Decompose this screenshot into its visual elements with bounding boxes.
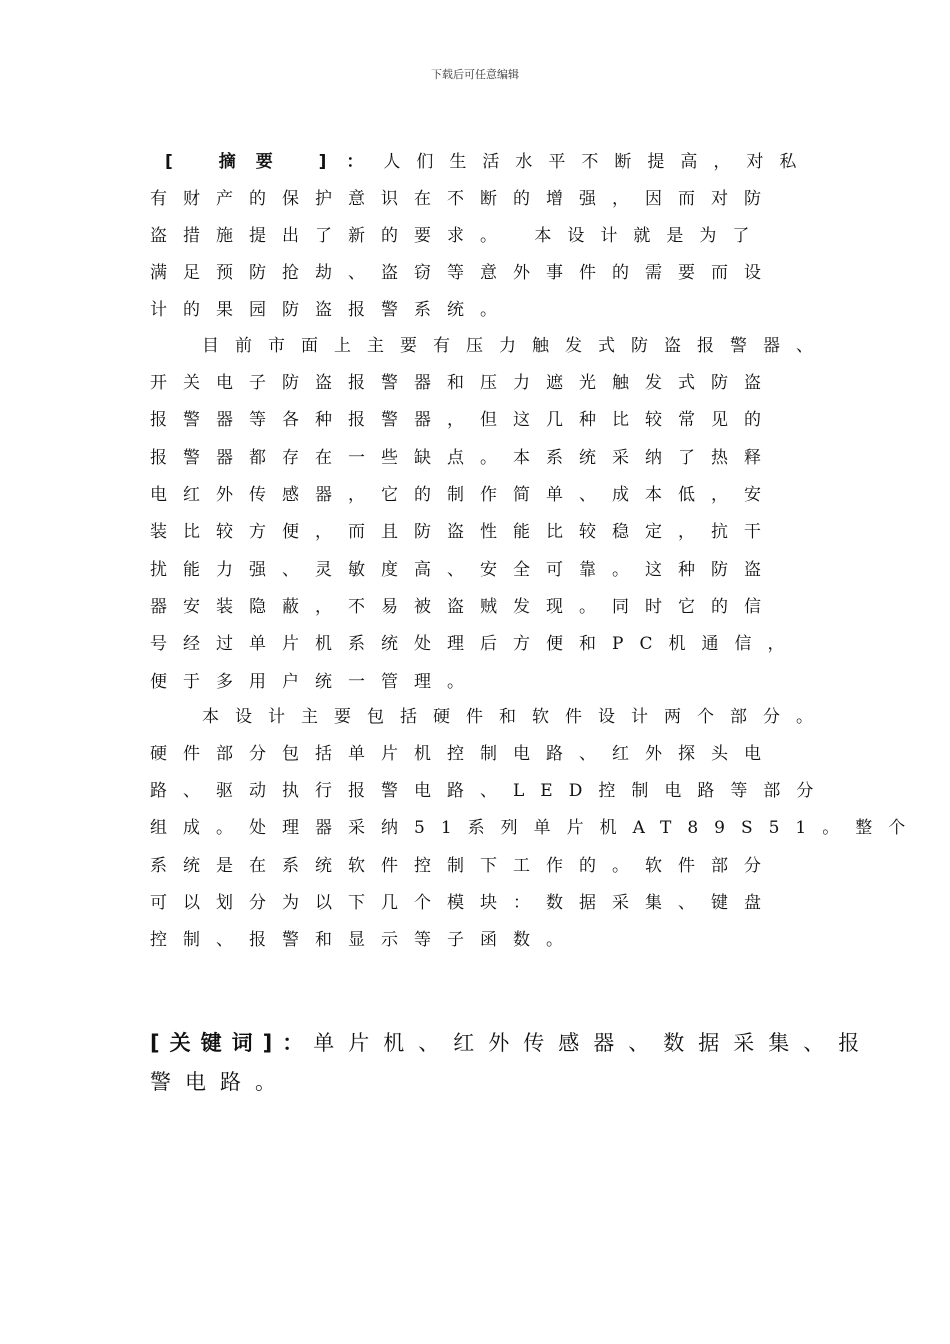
abstract-label: [ 摘要 ]： [165, 152, 384, 172]
abstract-line: 组成。处理器采纳51系列单片机AT89S51。整个 [150, 818, 922, 838]
abstract-line: 装比较方便，而且防盗性能比较稳定，抗干 [150, 522, 777, 542]
abstract-line: 器安装隐蔽，不易被盗贼发现。同时它的信 [150, 597, 777, 617]
abstract-line: 便于多用户统一管理。 [150, 672, 480, 692]
abstract-line: 人们生活水平不断提高，对私 [383, 152, 813, 172]
abstract-line: 目前市面上主要有压力触发式防盗报警器、 [202, 336, 829, 356]
abstract-line: 盗措施提出了新的要求。 本设计就是为了 [150, 226, 766, 246]
keywords-line [150, 1029, 874, 1057]
abstract-line: 硬件部分包括单片机控制电路、红外探头电 [150, 744, 777, 764]
abstract-line: 路、驱动执行报警电路、LED控制电路等部分 [150, 781, 830, 801]
page-header: 下载后可任意编辑 [431, 68, 519, 81]
abstract-line: 控制、报警和显示等子函数。 [150, 930, 579, 950]
abstract-line: 报警器等各种报警器，但这几种比较常见的 [150, 410, 777, 430]
abstract-line: 可以划分为以下几个模块：数据采集、键盘 [150, 893, 777, 913]
abstract-line: 电红外传感器，它的制作简单、成本低，安 [150, 485, 777, 505]
abstract-line: 本设计主要包括硬件和软件设计两个部分。 [202, 707, 829, 727]
abstract-line: 开关电子防盗报警器和压力遮光触发式防盗 [150, 373, 777, 393]
keywords-line-2: 警电路。 [150, 1070, 290, 1094]
abstract-line: 系统是在系统软件控制下工作的。软件部分 [150, 856, 777, 876]
abstract-line: 满足预防抢劫、盗窃等意外事件的需要而设 [150, 263, 777, 283]
abstract-line: 计的果园防盗报警系统。 [150, 300, 513, 320]
abstract-line: 有财产的保护意识在不断的增强，因而对防 [150, 189, 777, 209]
abstract-line: 报警器都存在一些缺点。本系统采纳了热释 [150, 448, 777, 468]
abstract-first-line [165, 150, 813, 174]
abstract-line: 扰能力强、灵敏度高、安全可靠。这种防盗 [150, 560, 777, 580]
keywords-label: [关键词]： [150, 1031, 314, 1055]
keywords-text: 单片机、红外传感器、数据采集、报 [313, 1031, 874, 1055]
abstract-line: 号经过单片机系统处理后方便和PC机通信， [150, 634, 801, 654]
